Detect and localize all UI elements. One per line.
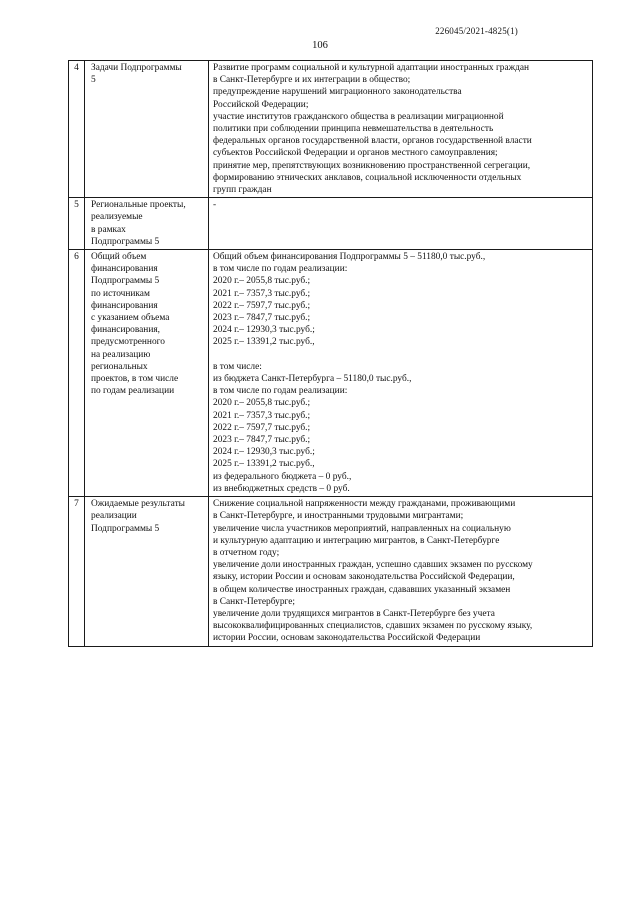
row-title (85, 198, 209, 250)
row-content-line: из внебюджетных средств – 0 руб. (213, 483, 350, 494)
row-content-line: 2024 г.– 12930,3 тыс.руб.; (213, 447, 315, 458)
row-content-line: 2025 г.– 13391,2 тыс.руб., (213, 459, 315, 470)
row-content-line: 2024 г.– 12930,3 тыс.руб.; (213, 325, 315, 336)
row-number: 4 (69, 61, 85, 198)
row-title (85, 497, 209, 646)
row-content-line: в Санкт-Петербурге; (213, 596, 296, 607)
row-title-line: по источникам (91, 288, 150, 299)
row-content-line: 2020 г.– 2055,8 тыс.руб.; (213, 276, 311, 287)
row-title (85, 250, 209, 497)
row-content-line: языку, истории России и основам законодательства Российской Федерации, (213, 572, 515, 583)
row-content-line: в отчетном году; (213, 547, 280, 558)
row-content-line: формированию этнических анклавов, социальной исключенности отдельных (213, 172, 522, 183)
table-row (69, 61, 593, 198)
row-title-line: финансирования (91, 264, 158, 275)
row-title-line: Подпрограммы 5 (91, 276, 160, 287)
row-content-line: увеличение числа участников мероприятий, направленных на социальную (213, 523, 511, 534)
row-content-line: и культурную адаптацию и интеграцию мигрантов, в Санкт-Петербурге (213, 535, 500, 546)
row-title-line: финансирования, (91, 325, 160, 336)
row-content (209, 497, 593, 646)
row-content-line: групп граждан (213, 185, 272, 196)
row-content-line: 2022 г.– 7597,7 тыс.руб.; (213, 422, 311, 433)
row-content-line: увеличение доли трудящихся мигрантов в Санкт-Петербурге без учета (213, 608, 495, 619)
row-title-line: Ожидаемые результаты (91, 499, 185, 510)
row-content-line: в Санкт-Петербурге, и иностранными трудовыми мигрантами; (213, 511, 464, 522)
row-content-line: увеличение доли иностранных граждан, успешно сдавших экзамен по русскому (213, 560, 533, 571)
row-title (85, 61, 209, 198)
row-title-line: Подпрограммы 5 (91, 236, 160, 247)
table-row (69, 250, 593, 497)
row-content-line: из бюджета Санкт-Петербурга – 51180,0 тыс.руб., (213, 374, 412, 385)
row-title-line: реализуемые (91, 212, 143, 223)
row-content-line: 2023 г.– 7847,7 тыс.руб.; (213, 435, 311, 446)
row-title-line: Задачи Подпрограммы (91, 63, 182, 73)
row-title-line: на реализацию (91, 349, 151, 360)
row-content-line: - (213, 200, 217, 211)
row-content-line: 2023 г.– 7847,7 тыс.руб.; (213, 313, 311, 324)
row-content-line: из федерального бюджета – 0 руб., (213, 471, 352, 482)
row-content-line: участие институтов гражданского общества в реализации миграционной (213, 111, 504, 122)
row-content-line: в Санкт-Петербурге и их интеграции в общество; (213, 75, 411, 86)
row-content-line: в том числе по годам реализации: (213, 386, 348, 397)
subprogram-passport-table (68, 60, 593, 647)
row-title-line: проектов, в том числе (91, 374, 179, 385)
row-content-line: 2021 г.– 7357,3 тыс.руб.; (213, 410, 311, 421)
row-content-line: Снижение социальной напряженности между гражданами, проживающими (213, 499, 516, 510)
row-content (209, 61, 593, 198)
row-title-line: Региональные проекты, (91, 200, 186, 211)
row-content-line: 2021 г.– 7357,3 тыс.руб.; (213, 288, 311, 299)
row-title-line: Общий объем (91, 252, 147, 263)
row-content (209, 198, 593, 250)
row-content-line: 2025 г.– 13391,2 тыс.руб., (213, 337, 315, 348)
row-content-line: 2020 г.– 2055,8 тыс.руб.; (213, 398, 311, 409)
row-number: 7 (69, 497, 85, 646)
row-content-line: Развитие программ социальной и культурной адаптации иностранных граждан (213, 63, 530, 73)
row-content-line: Общий объем финансирования Подпрограммы 5 – 51180,0 тыс.руб., (213, 252, 486, 263)
row-title-line: финансирования (91, 300, 158, 311)
row-title-line: реализации (91, 511, 137, 522)
document-id: 226045/2021-4825(1) (435, 26, 518, 36)
row-title-line: Подпрограммы 5 (91, 523, 160, 534)
table-row (69, 198, 593, 250)
row-title-line: региональных (91, 361, 148, 372)
page-number: 106 (312, 40, 328, 51)
row-title-line: в рамках (91, 224, 126, 235)
table-row (69, 497, 593, 646)
row-content-line: высококвалифицированных специалистов, сдавших экзамен по русскому языку, (213, 621, 533, 632)
row-content-line: политики при соблюдении принципа невмешательства в деятельность (213, 124, 494, 135)
row-title-line: с указанием объема (91, 313, 170, 324)
blank-line (213, 349, 588, 361)
row-content-line: предупреждение нарушений миграционного законодательства (213, 87, 462, 98)
row-title-line: предусмотренного (91, 337, 165, 348)
table-body (69, 61, 593, 647)
row-content-line: в том числе по годам реализации: (213, 264, 348, 275)
row-content (209, 250, 593, 497)
row-title-line: по годам реализации (91, 386, 175, 397)
row-content-line: в том числе: (213, 361, 262, 372)
row-title-line: 5 (91, 75, 96, 86)
row-content-line: федеральных органов государственной власти, органов государственной власти (213, 136, 532, 147)
row-content-line: Российской Федерации; (213, 99, 309, 110)
row-content-line: принятие мер, препятствующих возникновению пространственной сегрегации, (213, 160, 531, 171)
row-number: 6 (69, 250, 85, 497)
row-content-line: истории России, основам законодательства Российской Федерации (213, 633, 481, 644)
row-content-line: субъектов Российской Федерации и органов местного самоуправления; (213, 148, 498, 159)
row-content-line: в общем количестве иностранных граждан, сдававших указанный экзамен (213, 584, 511, 595)
row-content-line: 2022 г.– 7597,7 тыс.руб.; (213, 300, 311, 311)
row-number: 5 (69, 198, 85, 250)
